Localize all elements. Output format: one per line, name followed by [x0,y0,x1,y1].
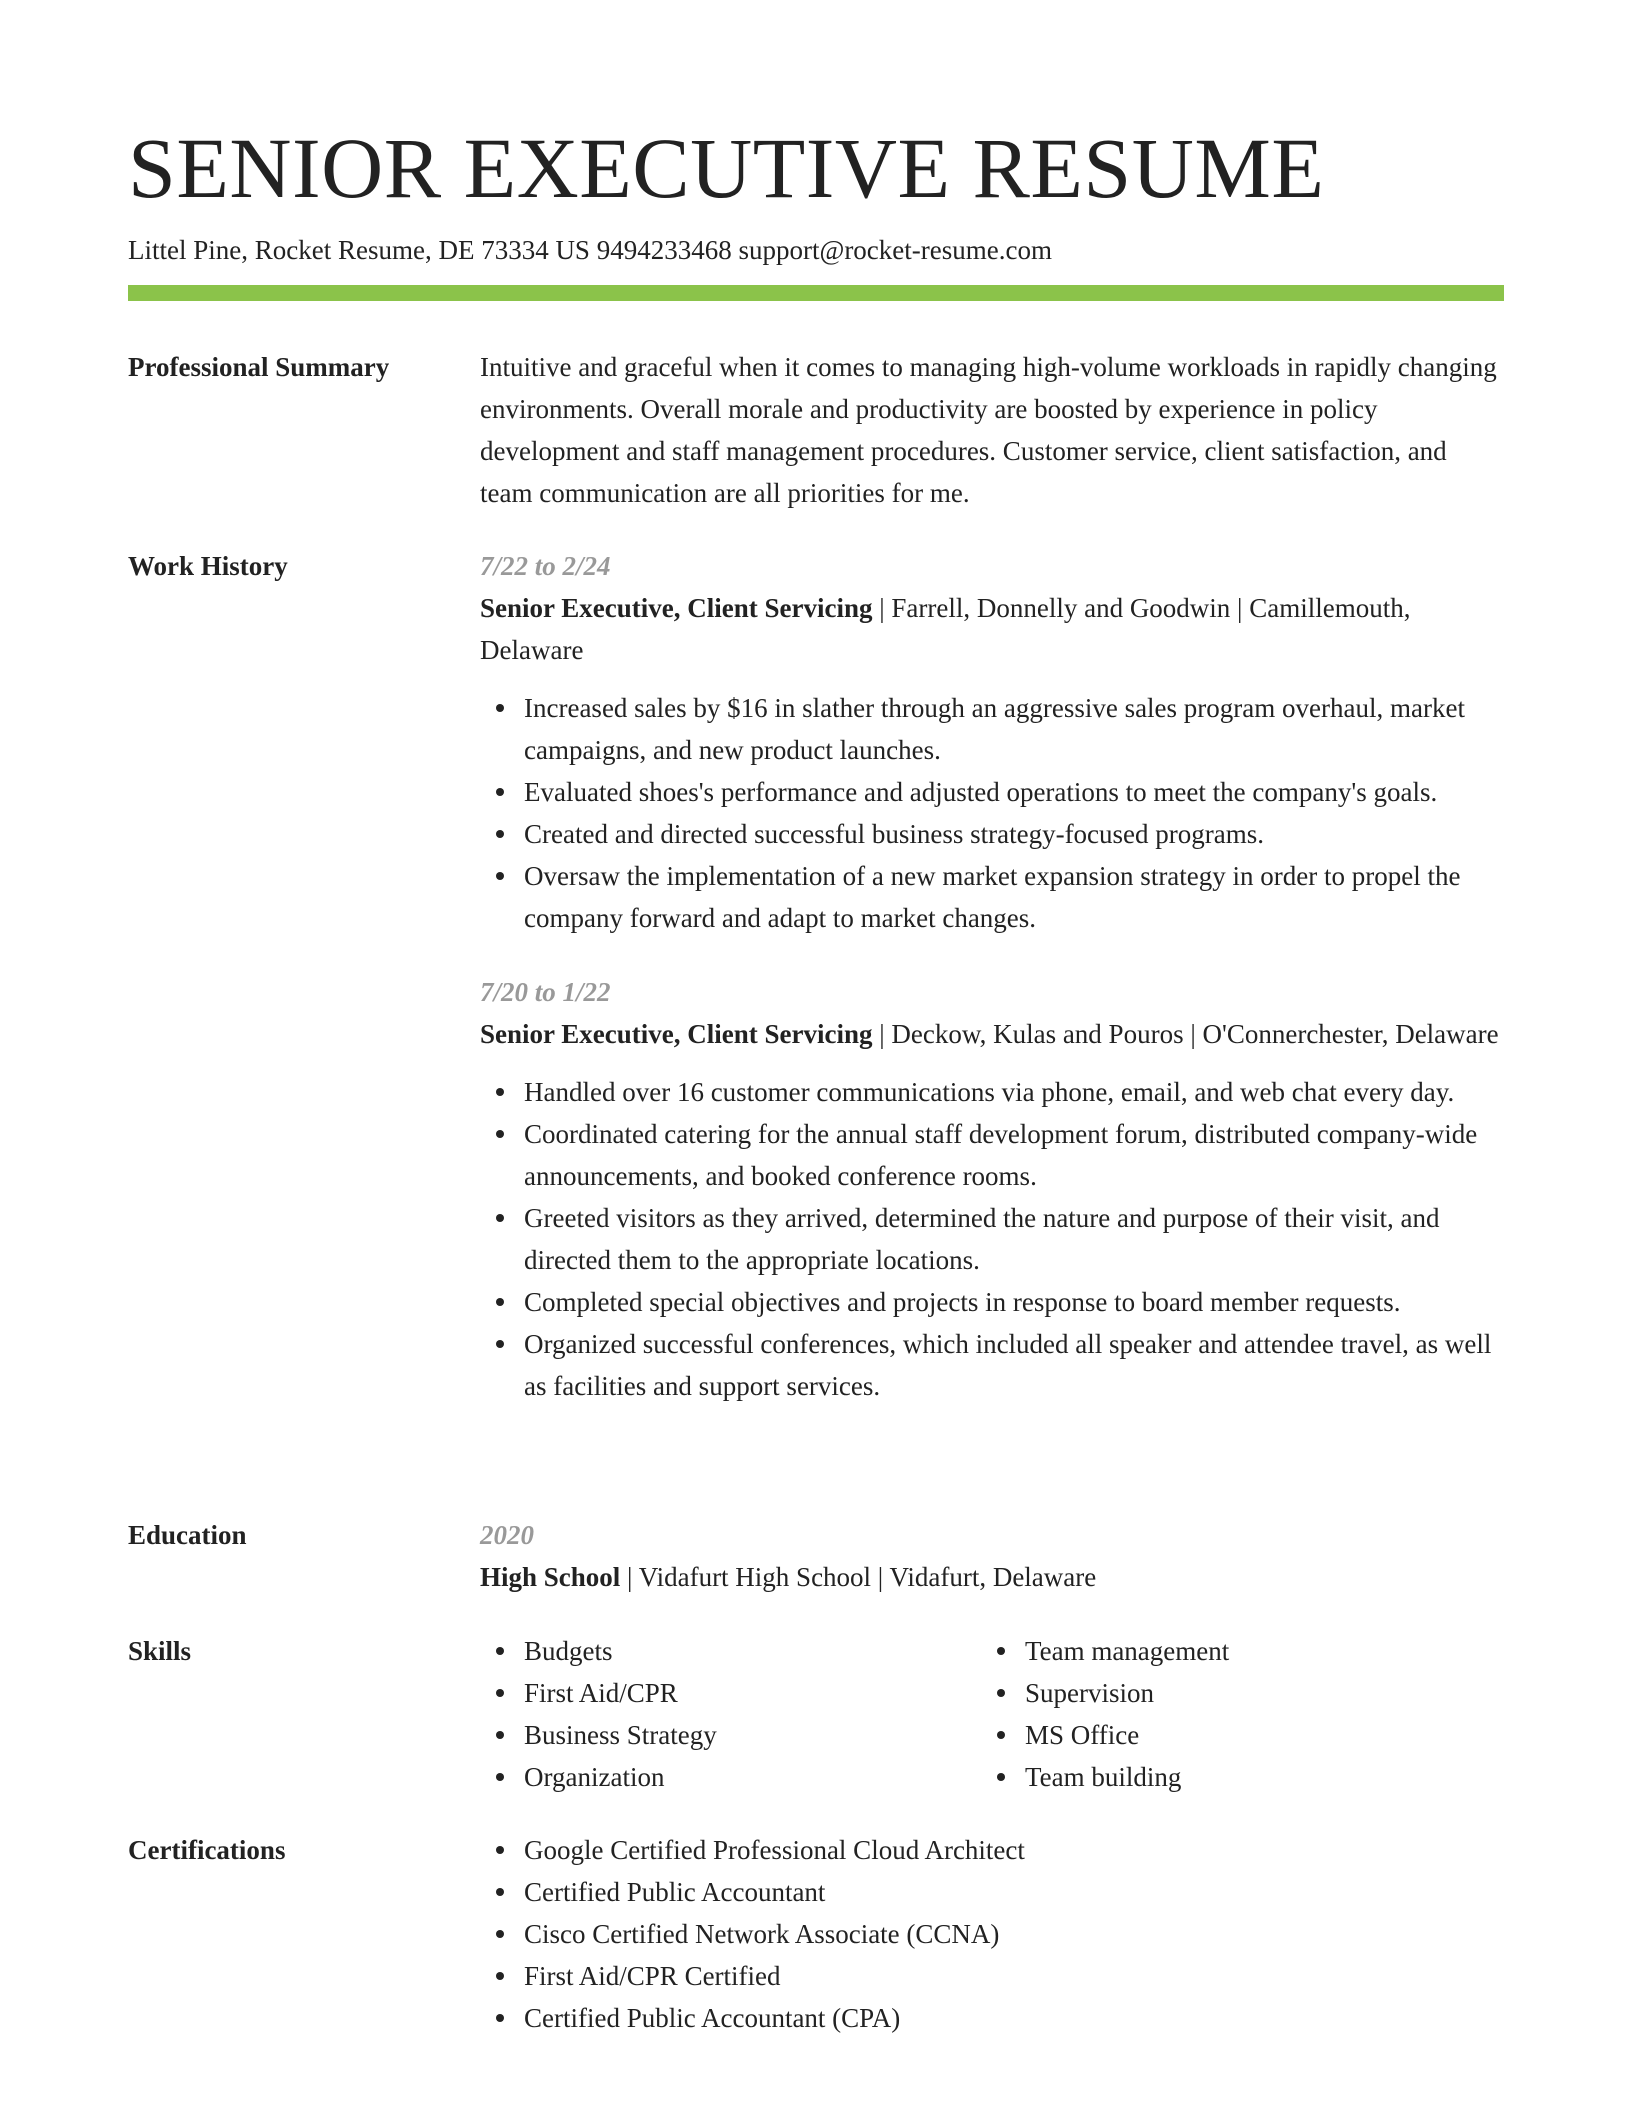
job-employer-location: | Deckow, Kulas and Pouros | O'Connerchester, Delaware [872,1019,1499,1049]
skill-item: Organization [524,1756,717,1798]
job-bullet: Greeted visitors as they arrived, determined the nature and purpose of their visit, and directed them to the appropriate locations. [524,1197,1504,1281]
skill-item: Team management [1025,1630,1229,1672]
education-degree: High School [480,1562,621,1592]
job-bullet: Created and directed successful business strategy-focused programs. [524,813,1504,855]
certification-item: Google Certified Professional Cloud Architect [524,1829,1504,1871]
skill-item: Budgets [524,1630,717,1672]
skills-heading: Skills [128,1636,192,1666]
job-bullets [480,1071,1504,1407]
education-line [480,1556,1504,1598]
job-bullet: Evaluated shoes's performance and adjusted operations to meet the company's goals. [524,771,1504,813]
skills-list-left [480,1630,717,1798]
resume-title: SENIOR EXECUTIVE RESUME [128,120,1325,216]
skill-item: Team building [1025,1756,1229,1798]
skill-item: Supervision [1025,1672,1229,1714]
job-bullet: Handled over 16 customer communications via phone, email, and web chat every day. [524,1071,1504,1113]
accent-divider [128,285,1504,301]
job-header [480,587,1504,671]
certification-item: Certified Public Accountant (CPA) [524,1997,1504,2039]
job-employer-location: | Farrell, Donnelly and Goodwin | Camillemouth, Delaware [480,593,1411,665]
job-bullet: Organized successful conferences, which included all speaker and attendee travel, as well as facilities and support services. [524,1323,1504,1407]
job-header [480,1013,1504,1055]
skills-list-right [981,1630,1229,1798]
skill-item: Business Strategy [524,1714,717,1756]
education-year: 2020 [480,1520,534,1550]
skill-item: First Aid/CPR [524,1672,717,1714]
certification-item: First Aid/CPR Certified [524,1955,1504,1997]
job-bullet: Increased sales by $16 in slather through an aggressive sales program overhaul, market campaigns, and new product launches. [524,687,1504,771]
education-school-location: | Vidafurt High School | Vidafurt, Delaware [620,1562,1097,1592]
certification-item: Certified Public Accountant [524,1871,1504,1913]
summary-body [480,346,1504,514]
job-dates: 7/20 to 1/22 [480,977,611,1007]
education-heading: Education [128,1520,247,1550]
job-bullet: Completed special objectives and projects in response to board member requests. [524,1281,1504,1323]
job-bullet: Coordinated catering for the annual staff development forum, distributed company-wide announcements, and booked conference rooms. [524,1113,1504,1197]
contact-line: Littel Pine, Rocket Resume, DE 73334 US 9494233468 support@rocket-resume.com [128,235,1052,265]
work-history-heading: Work History [128,551,288,581]
skills-column-right [981,1630,1229,1798]
job-dates: 7/22 to 2/24 [480,551,611,581]
job-bullets [480,687,1504,939]
work-history-body [480,545,1504,1407]
certifications-list [480,1829,1504,2039]
certifications-body [480,1829,1504,2039]
job-entry [480,971,1504,1407]
education-body [480,1514,1504,1598]
summary-heading: Professional Summary [128,352,390,382]
certification-item: Cisco Certified Network Associate (CCNA) [524,1913,1504,1955]
summary-text: Intuitive and graceful when it comes to managing high-volume workloads in rapidly changing environments. Overall morale and productivity are boosted by experience in policy development and staff management procedures. Customer service, client satisfaction, and team communication are all priorities for me. [480,352,1497,508]
job-title: Senior Executive, Client Servicing [480,593,873,623]
skills-column-left [480,1630,717,1798]
job-entry [480,545,1504,939]
skill-item: MS Office [1025,1714,1229,1756]
job-title: Senior Executive, Client Servicing [480,1019,873,1049]
job-bullet: Oversaw the implementation of a new market expansion strategy in order to propel the company forward and adapt to market changes. [524,855,1504,939]
certifications-heading: Certifications [128,1835,286,1865]
